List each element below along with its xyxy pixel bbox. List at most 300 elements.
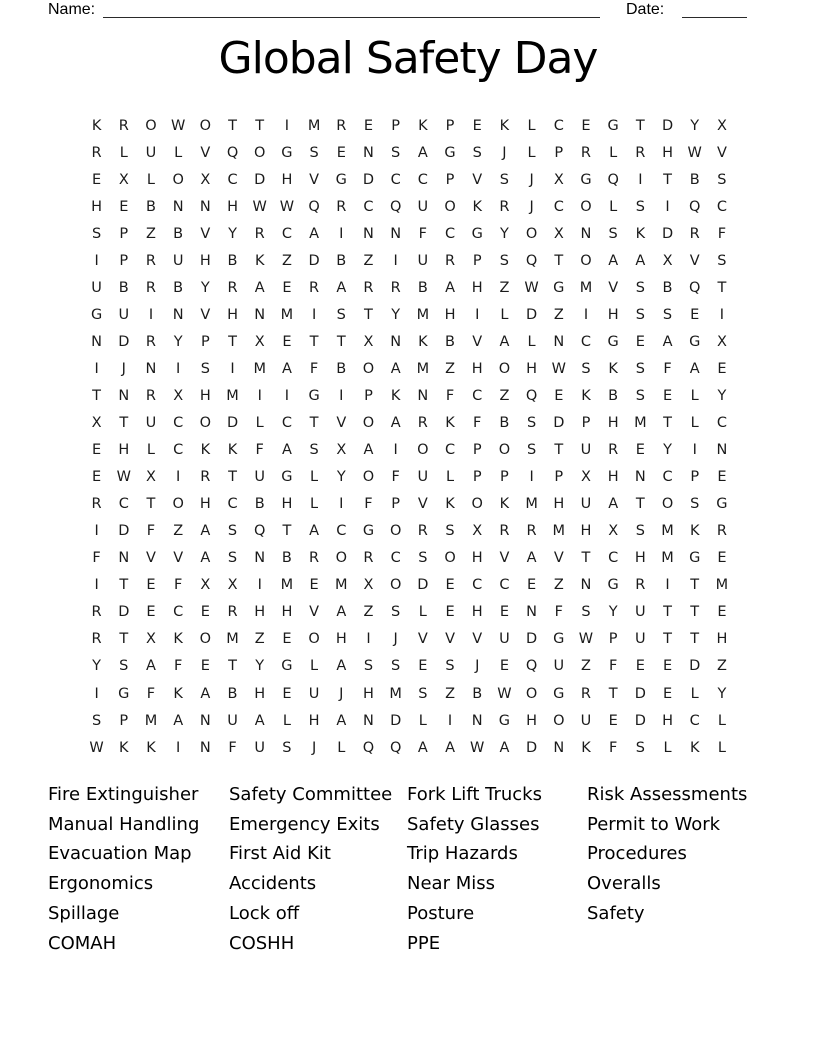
grid-letter: S <box>581 604 591 621</box>
grid-letter: T <box>228 333 237 350</box>
word-list-item: Risk Assessments <box>587 784 748 805</box>
grid-letter: D <box>118 333 130 350</box>
grid-letter: G <box>607 333 619 350</box>
grid-letter: M <box>661 550 674 567</box>
grid-letter: R <box>444 252 456 269</box>
grid-letter: K <box>499 496 510 513</box>
grid-letter: O <box>172 496 184 513</box>
word-list-item: Posture <box>407 902 475 924</box>
grid-letter: U <box>580 442 592 459</box>
grid-letter: N <box>390 333 402 350</box>
grid-letter: D <box>417 577 429 594</box>
grid-letter: K <box>146 739 156 756</box>
grid-letter: P <box>200 333 210 350</box>
grid-letter: P <box>119 712 129 729</box>
grid-letter: L <box>690 685 699 702</box>
grid-letter: E <box>146 604 156 621</box>
grid-letter: O <box>417 442 429 459</box>
grid-letter: U <box>172 252 184 269</box>
grid-letter: Z <box>553 577 564 594</box>
grid-letter: D <box>390 712 402 729</box>
grid-letter: P <box>554 144 564 161</box>
grid-letter: L <box>146 171 156 188</box>
grid-letter: C <box>553 117 564 134</box>
word-list-item: Overalls <box>587 873 661 895</box>
grid-letter: F <box>173 658 183 675</box>
grid-letter: F <box>309 360 319 377</box>
grid-letter: C <box>472 577 483 594</box>
grid-letter: C <box>716 198 727 215</box>
grid-letter: R <box>363 550 374 567</box>
grid-letter: L <box>418 712 427 729</box>
grid-letter: S <box>499 171 510 188</box>
grid-letter: S <box>635 387 645 404</box>
grid-letter: K <box>472 198 482 215</box>
grid-letter: R <box>336 198 347 215</box>
grid-letter: T <box>309 333 319 350</box>
grid-letter: E <box>200 604 210 621</box>
grid-letter: A <box>336 279 347 296</box>
grid-letter: C <box>118 496 129 513</box>
grid-letter: I <box>94 360 99 377</box>
grid-letter: E <box>499 658 509 675</box>
grid-letter: T <box>663 415 672 432</box>
grid-letter: G <box>607 577 619 594</box>
grid-letter: T <box>581 550 591 567</box>
grid-letter: X <box>553 171 564 188</box>
grid-letter: Y <box>717 685 727 702</box>
grid-letter: X <box>227 577 238 594</box>
grid-letter: H <box>199 496 211 513</box>
grid-letter: I <box>176 739 181 756</box>
grid-letter: B <box>336 360 347 377</box>
grid-letter: Y <box>608 604 618 621</box>
grid-letter: K <box>581 739 591 756</box>
grid-letter: P <box>500 469 509 486</box>
grid-letter: P <box>472 252 482 269</box>
grid-letter: Q <box>254 523 266 540</box>
grid-letter: X <box>716 333 727 350</box>
grid-letter: H <box>281 171 293 188</box>
grid-letter: V <box>336 415 347 432</box>
grid-letter: K <box>119 739 129 756</box>
grid-letter: N <box>91 333 103 350</box>
grid-letter: U <box>553 658 565 675</box>
grid-letter: E <box>282 685 292 702</box>
grid-letter: G <box>444 144 456 161</box>
grid-letter: E <box>608 712 618 729</box>
grid-letter: D <box>553 415 565 432</box>
grid-letter: V <box>173 550 184 567</box>
grid-letter: G <box>471 225 483 242</box>
grid-letter: C <box>281 415 292 432</box>
grid-letter: P <box>391 117 401 134</box>
grid-letter: E <box>717 604 727 621</box>
grid-letter: K <box>173 631 183 648</box>
grid-letter: Q <box>689 198 701 215</box>
grid-letter: G <box>553 631 565 648</box>
grid-letter: A <box>200 685 211 702</box>
grid-letter: L <box>690 415 699 432</box>
grid-letter: E <box>92 442 102 459</box>
grid-letter: Y <box>391 306 401 323</box>
grid-letter: W <box>687 144 702 161</box>
grid-letter: E <box>282 279 292 296</box>
grid-letter: R <box>118 117 129 134</box>
grid-letter: H <box>363 685 374 702</box>
grid-letter: T <box>255 117 265 134</box>
word-list-item: Ergonomics <box>48 873 154 895</box>
grid-letter: Q <box>525 252 538 269</box>
grid-letter: E <box>499 604 509 621</box>
grid-letter: A <box>445 279 455 296</box>
grid-letter: A <box>336 604 347 621</box>
grid-letter: O <box>308 631 320 648</box>
grid-letter: V <box>716 144 727 161</box>
word-list-column <box>407 780 542 958</box>
grid-letter: S <box>391 604 401 621</box>
grid-letter: X <box>200 171 211 188</box>
grid-letter: X <box>254 333 265 350</box>
grid-letter: H <box>199 252 211 269</box>
grid-letter: T <box>336 333 346 350</box>
grid-letter: W <box>116 469 131 486</box>
grid-letter: N <box>471 712 483 729</box>
grid-letter: E <box>282 333 292 350</box>
grid-letter: M <box>335 577 348 594</box>
grid-letter: T <box>635 496 645 513</box>
grid-letter: S <box>445 523 455 540</box>
grid-letter: A <box>254 279 265 296</box>
grid-letter: R <box>227 279 238 296</box>
grid-letter: D <box>661 117 674 134</box>
grid-letter: P <box>472 469 482 486</box>
grid-letter: A <box>254 712 265 729</box>
grid-letter: M <box>226 631 239 648</box>
grid-letter: E <box>472 117 482 134</box>
grid-letter: E <box>445 577 455 594</box>
grid-letter: L <box>690 387 699 404</box>
grid-letter: Y <box>255 658 265 675</box>
grid-letter: F <box>255 442 264 459</box>
grid-letter: N <box>390 225 402 242</box>
grid-letter: S <box>227 550 238 567</box>
grid-letter: J <box>393 631 398 648</box>
grid-letter: M <box>634 415 647 432</box>
grid-letter: F <box>391 469 400 486</box>
grid-letter: O <box>335 550 347 567</box>
grid-letter: C <box>227 496 238 513</box>
grid-letter: T <box>608 685 618 702</box>
word-list-item: Fork Lift Trucks <box>407 784 542 805</box>
grid-letter: C <box>417 171 428 188</box>
grid-letter: D <box>634 712 646 729</box>
grid-letter: A <box>608 496 619 513</box>
grid-letter: I <box>393 442 398 459</box>
grid-letter: W <box>578 631 594 648</box>
grid-letter: R <box>390 279 401 296</box>
grid-letter: Z <box>553 306 564 323</box>
grid-letter: O <box>389 577 402 594</box>
grid-letter: R <box>336 117 347 134</box>
grid-letter: S <box>717 171 727 188</box>
grid-letter: G <box>498 712 511 729</box>
grid-letter: H <box>281 496 293 513</box>
grid-letter: O <box>444 550 456 567</box>
grid-letter: X <box>118 171 129 188</box>
grid-letter: R <box>608 442 619 459</box>
grid-letter: C <box>173 442 184 459</box>
grid-letter: E <box>635 333 645 350</box>
grid-letter: T <box>364 306 373 323</box>
grid-letter: W <box>170 117 186 134</box>
grid-letter: S <box>309 442 319 459</box>
grid-letter: L <box>527 144 536 161</box>
grid-letter: R <box>145 279 156 296</box>
grid-letter: H <box>471 360 483 377</box>
grid-letter: H <box>281 604 293 621</box>
grid-letter: R <box>91 604 102 621</box>
grid-letter: T <box>690 604 700 621</box>
word-list-item: Fire Extinguisher <box>48 784 199 805</box>
grid-letter: N <box>118 550 130 567</box>
grid-letter: R <box>417 523 428 540</box>
grid-letter: X <box>200 577 211 594</box>
grid-letter: K <box>390 387 401 404</box>
grid-letter: C <box>227 171 238 188</box>
grid-letter: J <box>529 198 534 215</box>
grid-letter: T <box>554 442 564 459</box>
grid-letter: A <box>689 360 700 377</box>
date-blank-line <box>682 0 747 18</box>
grid-letter: F <box>92 550 101 567</box>
grid-letter: S <box>119 658 129 675</box>
grid-letter: O <box>254 144 266 161</box>
grid-letter: A <box>281 442 292 459</box>
grid-letter: W <box>497 685 512 702</box>
grid-letter: I <box>176 360 181 377</box>
grid-letter: Y <box>663 442 672 459</box>
grid-letter: E <box>92 171 102 188</box>
grid-letter: O <box>145 117 157 134</box>
grid-letter: S <box>635 306 645 323</box>
grid-letter: B <box>445 333 455 350</box>
grid-letter: M <box>280 577 294 594</box>
grid-letter: X <box>146 631 156 648</box>
grid-letter: I <box>665 577 670 594</box>
grid-letter: Z <box>445 360 455 377</box>
grid-letter: S <box>91 712 102 729</box>
grid-letter: O <box>580 252 592 269</box>
grid-letter: H <box>227 198 238 215</box>
grid-letter: I <box>529 469 534 486</box>
grid-letter: T <box>663 604 672 621</box>
grid-letter: N <box>199 739 211 756</box>
grid-letter: F <box>663 360 672 377</box>
grid-letter: R <box>309 279 320 296</box>
word-list-item: Evacuation Map <box>48 843 192 865</box>
grid-letter: T <box>663 171 672 188</box>
grid-letter: A <box>281 360 292 377</box>
grid-letter: U <box>254 469 266 486</box>
grid-letter: M <box>226 387 239 404</box>
grid-letter: I <box>257 387 262 404</box>
grid-letter: R <box>254 225 265 242</box>
grid-letter: E <box>119 198 129 215</box>
grid-letter: B <box>499 415 510 432</box>
grid-letter: L <box>255 415 264 432</box>
grid-letter: S <box>499 252 510 269</box>
grid-letter: D <box>362 171 375 188</box>
grid-letter: V <box>445 631 455 648</box>
grid-letter: E <box>336 144 346 161</box>
word-list-column <box>229 780 392 958</box>
grid-letter: S <box>635 739 645 756</box>
grid-letter: C <box>173 415 184 432</box>
word-list-item: Safety Committee <box>229 784 393 805</box>
grid-letter: C <box>173 604 184 621</box>
grid-letter: L <box>609 198 618 215</box>
grid-letter: S <box>91 225 102 242</box>
grid-letter: D <box>118 523 130 540</box>
grid-letter: Z <box>173 523 184 540</box>
grid-letter: V <box>200 225 211 242</box>
grid-letter: M <box>552 523 566 540</box>
grid-letter: H <box>199 387 211 404</box>
grid-letter: B <box>254 496 265 513</box>
grid-letter: A <box>635 252 646 269</box>
grid-letter: H <box>526 360 538 377</box>
grid-letter: E <box>418 658 428 675</box>
grid-letter: N <box>363 225 374 242</box>
grid-letter: K <box>173 685 183 702</box>
grid-letter: G <box>118 685 130 702</box>
word-list-item: Spillage <box>48 902 120 924</box>
grid-letter: A <box>417 144 428 161</box>
grid-letter: N <box>118 387 130 404</box>
grid-letter: C <box>689 712 700 729</box>
grid-letter: C <box>716 415 727 432</box>
grid-letter: T <box>119 415 129 432</box>
grid-letter: I <box>339 387 344 404</box>
grid-letter: U <box>580 496 592 513</box>
grid-letter: P <box>445 117 455 134</box>
grid-letter: W <box>89 739 104 756</box>
grid-letter: I <box>692 442 697 459</box>
grid-letter: I <box>176 469 181 486</box>
grid-letter: C <box>608 550 619 567</box>
grid-letter: E <box>581 117 591 134</box>
grid-letter: D <box>254 171 266 188</box>
grid-letter: A <box>390 415 401 432</box>
grid-letter: E <box>200 658 210 675</box>
grid-letter: E <box>690 306 700 323</box>
grid-letter: B <box>417 279 428 296</box>
grid-letter: E <box>662 685 673 702</box>
grid-letter: V <box>472 171 483 188</box>
word-list-item: Lock off <box>229 902 300 924</box>
grid-letter: R <box>580 685 591 702</box>
grid-letter: E <box>445 604 455 621</box>
grid-letter: G <box>362 523 375 540</box>
grid-letter: E <box>635 442 645 459</box>
grid-letter: X <box>553 225 564 242</box>
grid-letter: R <box>200 469 211 486</box>
grid-letter: F <box>418 225 428 242</box>
date-label: Date: <box>626 1 665 18</box>
grid-letter: G <box>689 333 701 350</box>
grid-letter: O <box>444 198 456 215</box>
grid-letter: Z <box>716 658 727 675</box>
grid-letter: H <box>471 604 483 621</box>
grid-letter: H <box>254 685 266 702</box>
grid-letter: S <box>690 496 700 513</box>
grid-letter: V <box>472 631 483 648</box>
word-list-item: Accidents <box>229 873 317 895</box>
grid-letter: L <box>310 469 319 486</box>
grid-letter: E <box>635 658 645 675</box>
grid-letter: F <box>228 739 237 756</box>
grid-letter: S <box>282 739 292 756</box>
grid-letter: S <box>391 144 401 161</box>
grid-letter: T <box>309 415 319 432</box>
word-list-item: COSHH <box>229 932 295 954</box>
grid-letter: A <box>417 739 428 756</box>
grid-letter: T <box>554 252 564 269</box>
grid-letter: J <box>121 360 126 377</box>
grid-letter: D <box>689 658 701 675</box>
grid-letter: K <box>91 117 102 134</box>
grid-letter: R <box>417 415 428 432</box>
grid-letter: W <box>252 198 267 215</box>
grid-letter: E <box>309 577 319 594</box>
grid-letter: J <box>339 685 344 702</box>
grid-letter: L <box>310 658 319 675</box>
grid-letter: F <box>364 496 373 513</box>
grid-letter: P <box>554 469 564 486</box>
grid-letter: G <box>716 496 728 513</box>
grid-letter: S <box>526 442 537 459</box>
grid-letter: B <box>472 685 483 702</box>
grid-letter: K <box>227 442 238 459</box>
grid-letter: N <box>634 469 646 486</box>
grid-letter: O <box>199 415 212 432</box>
grid-letter: K <box>608 360 618 377</box>
grid-letter: H <box>91 198 103 215</box>
word-list-item: Safety <box>587 902 645 924</box>
grid-letter: B <box>173 225 184 242</box>
grid-letter: F <box>554 604 563 621</box>
grid-letter: B <box>118 279 129 296</box>
grid-letter: T <box>119 577 129 594</box>
grid-letter: T <box>119 631 129 648</box>
word-list-item: First Aid Kit <box>229 843 331 865</box>
grid-letter: S <box>418 550 428 567</box>
grid-letter: V <box>689 252 700 269</box>
grid-letter: E <box>662 658 673 675</box>
grid-letter: Z <box>146 225 156 242</box>
grid-letter: S <box>608 225 618 242</box>
word-list-column <box>48 780 199 958</box>
grid-letter: R <box>145 333 156 350</box>
grid-letter: F <box>473 415 482 432</box>
grid-letter: L <box>146 442 156 459</box>
grid-letter: L <box>527 117 536 134</box>
grid-letter: K <box>445 415 455 432</box>
grid-letter: J <box>502 144 507 161</box>
grid-letter: V <box>553 550 564 567</box>
grid-letter: P <box>581 415 591 432</box>
